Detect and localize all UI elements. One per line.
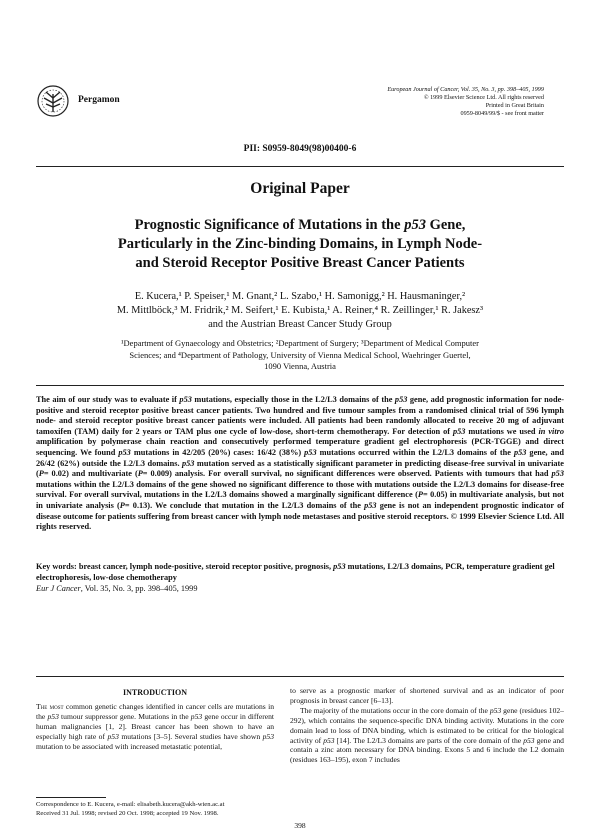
correspondence: Correspondence to E. Kucera, e-mail: elisabeth.kucera@akh-wien.ac.at [36, 801, 225, 808]
journal-line: 0959-8049/99/$ - see front matter [460, 110, 544, 117]
keywords: Key words: breast cancer, lymph node-positive, steroid receptor positive, prognosis, p53 mutations, L2/L3 domains, PCR, temperature gradient gel electrophoresis, low-dose chemotherapy [36, 562, 555, 582]
affiliation-line: ¹Department of Gynaecology and Obstetrics; ²Department of Surgery; ³Department of Medical Computer [120, 338, 479, 348]
author-line: and the Austrian Breast Cancer Study Group [208, 319, 392, 330]
affiliations [40, 338, 560, 373]
citation: Eur J Cancer, Vol. 35, No. 3, pp. 398–405, 1999 [36, 584, 198, 593]
paragraph: The majority of the mutations occur in the core domain of the p53 gene (residues 102–292), which contains the sequence-specific DNA binding activity. Mutations in the core domain lead to loss of DNA binding, which is estimated to be critical for the biological activity of p53 [14]. The L2/L3 domains are parts of the core domain of the p53 gene and contain a zinc atom necessary for DNA binding. Exons 5 and 6 include the L2 domain (residues 163–195), exon 7 includes [290, 705, 564, 765]
divider [36, 676, 564, 677]
journal-info [324, 86, 544, 118]
paragraph: to serve as a prognostic marker of shortened survival and as an indicator of poor prognosis in breast cancer [6–13]. [290, 686, 564, 705]
author-line: E. Kucera,¹ P. Speiser,¹ M. Gnant,² L. Szabo,¹ H. Samonigg,² H. Hausmaninger,² [134, 291, 466, 302]
title-line: Particularly in the Zinc-binding Domains, in Lymph Node- [117, 236, 483, 252]
divider [36, 166, 564, 167]
body-column-right [290, 686, 564, 765]
title-gene: p53 [404, 217, 426, 233]
author-list [40, 290, 560, 332]
title-text: Prognostic Significance of Mutations in the [134, 217, 405, 233]
pii-identifier: PII: S0959-8049(98)00400-6 [243, 144, 357, 154]
journal-line: © 1999 Elsevier Science Ltd. All rights reserved [423, 94, 544, 101]
title-text: Gene, [425, 217, 466, 233]
journal-line: Printed in Great Britain [485, 102, 544, 109]
affiliation-line: Sciences; and ⁴Department of Pathology, University of Vienna Medical School, Waehringer Guertel, [129, 349, 471, 360]
body-column-left: The most common genetic changes identified in cancer cells are mutations in the p53 tumour suppressor gene. Mutations in the p53 gene occur in different human malignancies [1, 2]. Breast cancer has been shown to have an especially high rate of p53 mutations [3–5]. Several studies have shown p53 mutation to be associated with increased metastatic potential, [36, 702, 275, 751]
publisher-logo [36, 84, 70, 118]
footnote-rule [36, 797, 106, 798]
introduction-heading: INTRODUCTION [122, 688, 187, 697]
affiliation-line: 1090 Vienna, Austria [264, 361, 336, 371]
abstract: The aim of our study was to evaluate if p53 mutations, especially those in the L2/L3 domains of the p53 gene, add prognostic information for node-positive and steroid receptor positive breast cancer patients. Two hundred and five tumour samples from a randomised clinical trial of 596 lymph node- and steroid receptor positive breast cancer patients were included. All patients had been randomly allocated to receive 20 mg of adjuvant tamoxifen (TAM) daily for 2 years or TAM plus one cycle of low-dose, short-term chemotherapy. For detection of p53 mutations we used in vitro amplification by polymerase chain reaction and consecutively performed temperature gradient gel electrophoresis (PCR-TGGE) and direct sequencing. We found p53 mutations in 42/205 (20%) cases: 16/42 (38%) p53 mutations occurred within the L2/L3 domains of the p53 gene, and 26/42 (62%) outside the L2/L3 domains. p53 mutation served as a statistically significant parameter in predicting disease-free survival in univariate (P= 0.02) and multivariate (P= 0.009) analysis. For overall survival, no significant differences were observed. Patients with tumours that had p53 mutations within the L2/L3 domains of the gene showed no significant difference to those with mutations outside the L2/L3 domains for disease-free survival. For overall survival, mutations in the L2/L3 domains showed a marginally significant difference (P= 0.05) in multivariate analysis, but not in univariate analysis (P= 0.13). We conclude that mutation in the L2/L3 domains of the p53 gene is not an independent prognostic indicator of disease outcome for patients suffering from breast cancer with lymph node metastases and positive steroid receptors. © 1999 Elsevier Science Ltd. All rights reserved. [36, 395, 565, 532]
section-heading: Original Paper [250, 180, 350, 197]
page-number: 398 [294, 821, 306, 830]
received-dates: Received 31 Jul. 1998; revised 20 Oct. 1998; accepted 19 Nov. 1998. [36, 809, 219, 817]
paper-title [60, 216, 540, 273]
footnote [36, 801, 276, 818]
title-line: and Steroid Receptor Positive Breast Cancer Patients [135, 255, 465, 271]
journal-line: European Journal of Cancer, Vol. 35, No. 3, pp. 398–405, 1999 [387, 86, 544, 93]
divider [36, 385, 564, 386]
author-line: M. Mittlböck,³ M. Fridrik,² M. Seifert,¹ E. Kubista,¹ A. Reiner,⁴ R. Zeillinger,¹ R. Jakesz³ [116, 305, 484, 316]
publisher-name: Pergamon [78, 95, 120, 105]
